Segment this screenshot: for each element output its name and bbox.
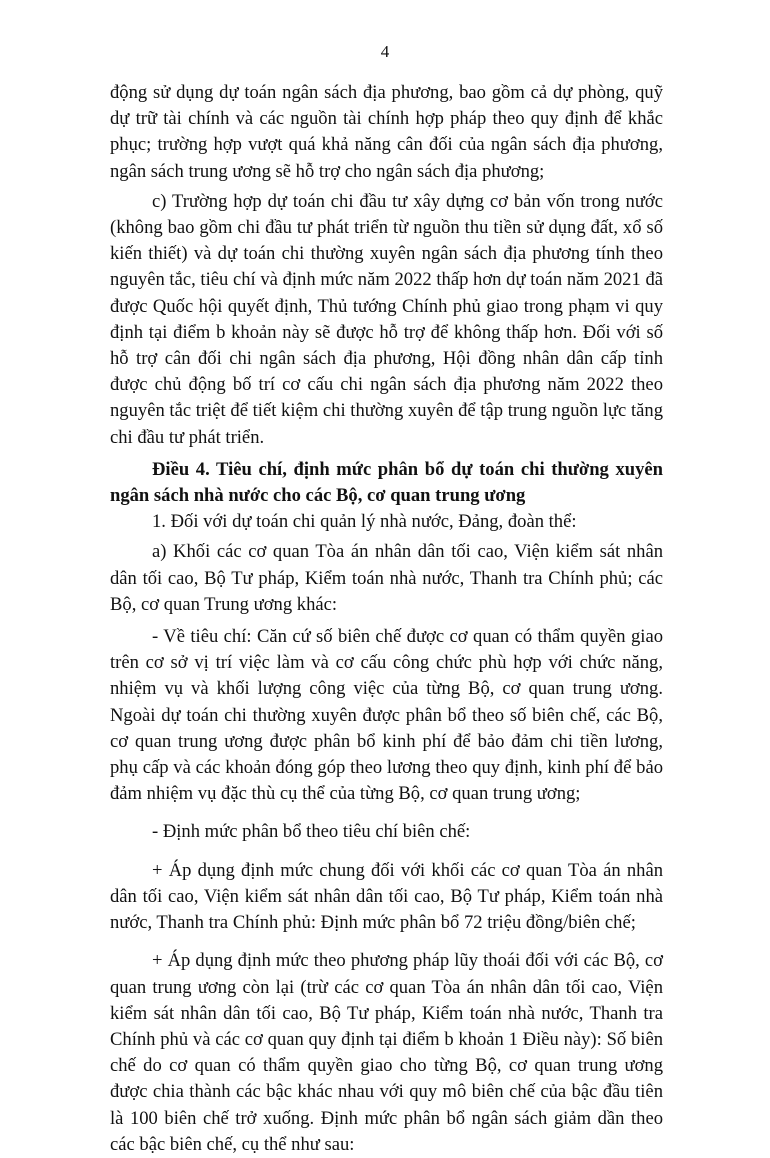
paragraph-point-c: c) Trường hợp dự toán chi đầu tư xây dựng cơ bản vốn trong nước (không bao gồm chi đầu tư phát triển từ nguồn thu tiền sử dụng đất, xổ số kiến thiết) và dự toán chi thường xuyên ngân sách địa phương tính theo nguyên tắc, tiêu chí và định mức năm 2022 thấp hơn dự toán năm 2021 đã được Quốc hội quyết định, Thủ tướng Chính phủ giao trong phạm vi quy định tại điểm b khoản này sẽ được hỗ trợ để không thấp hơn. Đối với số hỗ trợ cân đối chi ngân sách địa phương, Hội đồng nhân dân cấp tỉnh được chủ động bố trí cơ cấu chi ngân sách địa phương năm 2022 theo nguyên tắc triệt để tiết kiệm chi thường xuyên để tập trung nguồn lực tăng chi đầu tư phát triển. [110, 190, 663, 448]
paragraph-continuation: động sử dụng dự toán ngân sách địa phương, bao gồm cả dự phòng, quỹ dự trữ tài chính và các nguồn tài chính hợp pháp theo quy định để khắc phục; trường hợp vượt quá khả năng cân đối của ngân sách địa phương, ngân sách trung ương sẽ hỗ trợ cho ngân sách địa phương; [110, 82, 663, 182]
paragraph-clause-1: 1. Đối với dự toán chi quản lý nhà nước, Đảng, đoàn thể: [152, 511, 577, 533]
paragraph-general-norm: + Áp dụng định mức chung đối với khối các cơ quan Tòa án nhân dân tối cao, Viện kiểm sát nhân dân tối cao, Bộ Tư pháp, Kiểm toán nhà nước, Thanh tra Chính phủ: Định mức phân bổ 72 triệu đồng/biên chế; [110, 859, 663, 934]
paragraph-point-a: a) Khối các cơ quan Tòa án nhân dân tối cao, Viện kiểm sát nhân dân tối cao, Bộ Tư pháp, Kiểm toán nhà nước, Thanh tra Chính phủ; các Bộ, cơ quan Trung ương khác: [110, 541, 663, 615]
article-4-heading: Điều 4. Tiêu chí, định mức phân bổ dự toán chi thường xuyên ngân sách nhà nước cho các Bộ, cơ quan trung ương [110, 458, 663, 507]
document-body [110, 80, 663, 1158]
paragraph-criteria: - Về tiêu chí: Căn cứ số biên chế được cơ quan có thẩm quyền giao trên cơ sở vị trí việc làm và cơ cấu công chức phù hợp với chức năng, nhiệm vụ và khối lượng công việc của từng Bộ, cơ quan trung ương. Ngoài dự toán chi thường xuyên được phân bổ theo số biên chế, các Bộ, cơ quan trung ương được phân bổ kinh phí để bảo đảm chi tiền lương, phụ cấp và các khoản đóng góp theo lương theo quy định, kinh phí để bảo đảm nhiệm vụ đặc thù cụ thể của từng Bộ, cơ quan trung ương; [110, 626, 663, 805]
page-number: 4 [380, 42, 390, 61]
paragraph-norm-heading: - Định mức phân bổ theo tiêu chí biên chế: [152, 821, 471, 843]
paragraph-regressive-norm: + Áp dụng định mức theo phương pháp lũy thoái đối với các Bộ, cơ quan trung ương còn lại (trừ các cơ quan Tòa án nhân dân tối cao, Viện kiểm sát nhân dân tối cao, Bộ Tư pháp, Kiểm toán nhà nước, Thanh tra Chính phủ và các cơ quan quy định tại điểm b khoản 1 Điều này): Số biên chế do cơ quan có thẩm quyền giao cho từng Bộ, cơ quan trung ương được chia thành các bậc khác nhau với quy mô biên chế của bậc đầu tiên là 100 biên chế trở xuống. Định mức phân bổ ngân sách giảm dần theo các bậc biên chế, cụ thể như sau: [110, 950, 663, 1155]
